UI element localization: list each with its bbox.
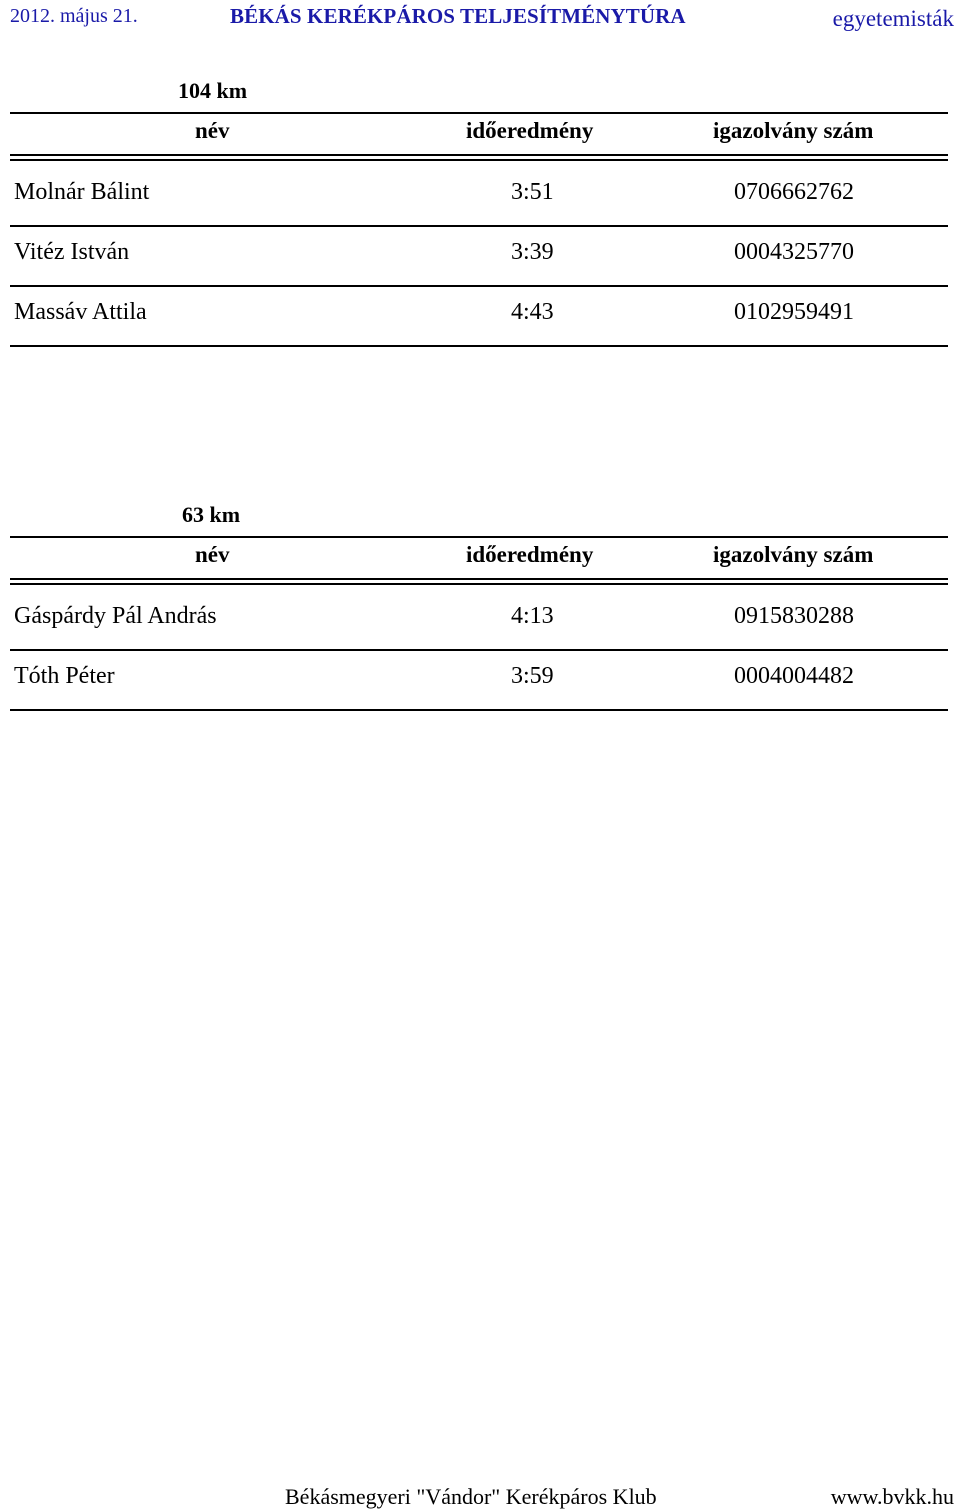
- column-header-time: időeredmény: [466, 542, 594, 567]
- header-double-divider: [10, 578, 948, 585]
- header-double-divider: [10, 154, 948, 161]
- table-row: [10, 651, 948, 711]
- finish-time: 3:39: [511, 239, 554, 265]
- page-header: [0, 0, 960, 40]
- divider: [10, 112, 948, 114]
- id-number: 0706662762: [734, 179, 854, 205]
- column-header-time: időeredmény: [466, 118, 594, 143]
- table-row: [10, 287, 948, 347]
- column-header-id: igazolvány szám: [713, 118, 874, 143]
- participant-name: Molnár Bálint: [14, 179, 150, 205]
- distance-label: 104 km: [178, 78, 248, 103]
- participant-name: Gáspárdy Pál András: [14, 603, 217, 629]
- finish-time: 3:51: [511, 179, 554, 205]
- id-number: 0004325770: [734, 239, 854, 265]
- row-divider: [10, 709, 948, 711]
- table-row: [10, 591, 948, 651]
- row-divider: [10, 345, 948, 347]
- id-number: 0102959491: [734, 299, 854, 325]
- finish-time: 4:13: [511, 603, 554, 629]
- finish-time: 4:43: [511, 299, 554, 325]
- finish-time: 3:59: [511, 663, 554, 689]
- footer-club-name: Békásmegyeri "Vándor" Kerékpáros Klub: [285, 1484, 657, 1509]
- column-header-id: igazolvány szám: [713, 542, 874, 567]
- id-number: 0004004482: [734, 663, 854, 689]
- participant-name: Tóth Péter: [14, 663, 115, 689]
- column-header-name: név: [195, 542, 230, 567]
- event-title: BÉKÁS KERÉKPÁROS TELJESÍTMÉNYTÚRA: [230, 4, 686, 28]
- participant-name: Massáv Attila: [14, 299, 147, 325]
- divider: [10, 536, 948, 538]
- column-header-name: név: [195, 118, 230, 143]
- table-row: [10, 227, 948, 287]
- distance-label: 63 km: [182, 502, 241, 527]
- participant-name: Vitéz István: [14, 239, 130, 265]
- event-date: 2012. május 21.: [10, 5, 138, 27]
- footer-website: www.bvkk.hu: [830, 1484, 954, 1509]
- participant-category: egyetemisták: [832, 6, 954, 31]
- id-number: 0915830288: [734, 603, 854, 629]
- table-row: [10, 167, 948, 227]
